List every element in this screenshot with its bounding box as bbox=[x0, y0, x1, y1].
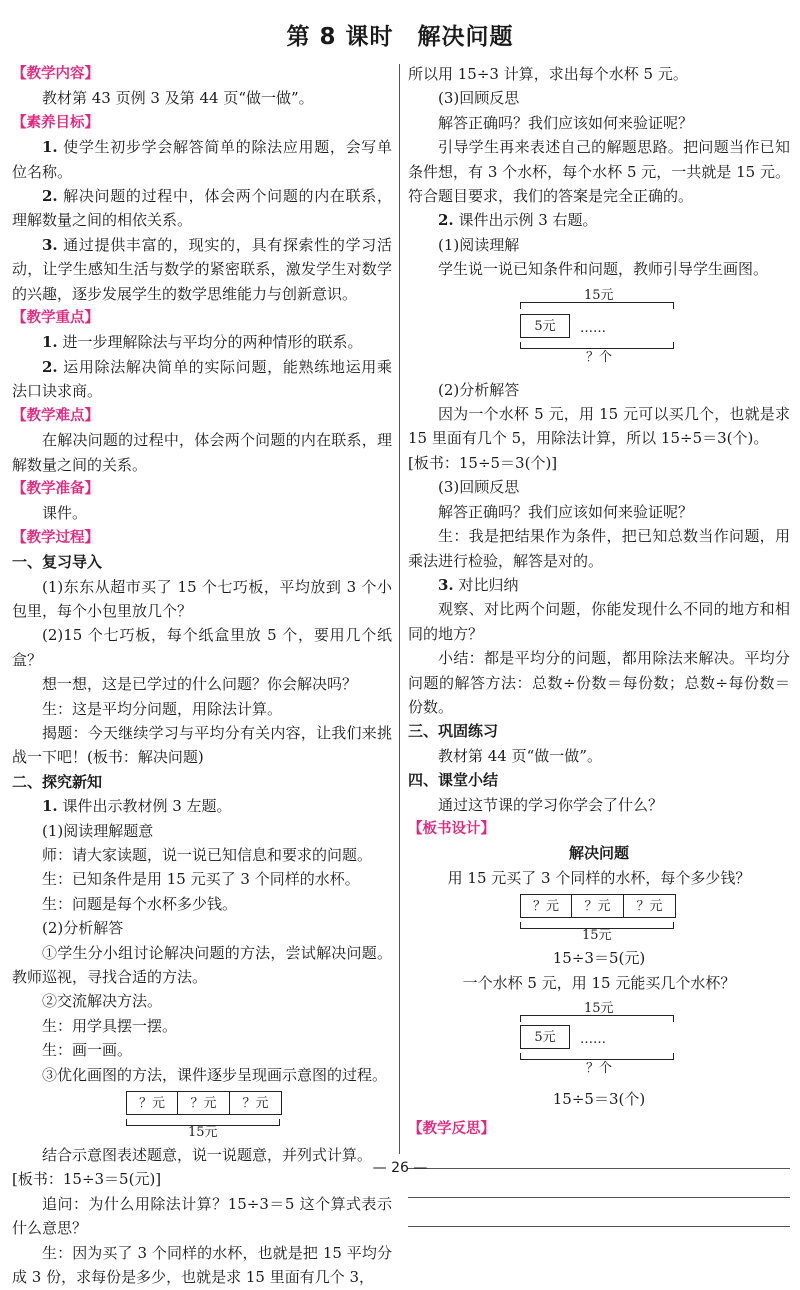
board-question-2-answer: ？个 bbox=[586, 1061, 613, 1076]
cont-3: 解答正确吗？我们应该如何来验证呢？ bbox=[438, 113, 694, 132]
cont-14 bbox=[408, 573, 790, 597]
tag-teaching-content: 【教学内容】 bbox=[12, 66, 99, 82]
diagram-right-dots: …… bbox=[580, 320, 606, 336]
cont-14-text: 对比归纳 bbox=[453, 575, 519, 594]
diagram-right-brace-top bbox=[520, 302, 674, 309]
page-number: — 26 — bbox=[372, 1160, 428, 1176]
explore-3: 师：请大家读题，说一说已知信息和要求的问题。 bbox=[42, 846, 373, 864]
explore-2: (1)阅读理解题意 bbox=[42, 821, 154, 840]
cont-9: 因为一个水杯 5 元，用 15 元可以买几个，也就是求 15 里面有几个 5，用除法计算，所以 15÷5＝3(个)。 bbox=[408, 405, 790, 448]
goal-1-text: 使学生初步学会解答简单的除法应用题，会写单位名称。 bbox=[12, 138, 392, 181]
diagram-right-question: ？个 bbox=[586, 349, 613, 365]
board-cell: ？元 bbox=[572, 894, 624, 918]
review-5: 揭题：今天继续学习与平均分有关内容，让我们来挑战一下吧！(板书：解决问题) bbox=[12, 723, 392, 767]
goal-1-num: 1. bbox=[42, 138, 58, 157]
teaching-content: 教材第 43 页例 3 及第 44 页“做一做”。 bbox=[42, 89, 314, 108]
board-diagram-1 bbox=[408, 892, 790, 944]
explore-8: ②交流解决方法。 bbox=[42, 992, 163, 1011]
diagram-cell: ？元 bbox=[126, 1091, 178, 1115]
cont-16: 小结：都是平均分的问题，都用除法来解决。平均分问题的解答方法：总数÷份数＝每份数；总数÷每份数＝份数。 bbox=[408, 649, 790, 716]
cont-18: 通过这节课的学习你学会了什么？ bbox=[438, 795, 664, 814]
diagram-right bbox=[408, 284, 790, 376]
cont-17: 教材第 44 页“做一做”。 bbox=[438, 746, 602, 765]
tag-difficulty: 【教学难点】 bbox=[12, 407, 99, 424]
cont-13: 生：我是把结果作为条件，把已知总数当作问题，用乘法进行检验，解答是对的。 bbox=[408, 527, 790, 570]
cont-6: (1)阅读理解 bbox=[438, 235, 520, 254]
section-explore: 二、探究新知 bbox=[12, 772, 103, 791]
board-cell-2: 5元 bbox=[520, 1025, 570, 1049]
diagram-right-boxes bbox=[520, 314, 570, 338]
cont-12: 解答正确吗？我们应该如何来验证呢？ bbox=[438, 502, 694, 521]
explore-10: 生：画一画。 bbox=[42, 1041, 133, 1060]
review-3: 想一想，这是已学过的什么问题？你会解决吗？ bbox=[42, 675, 358, 694]
tag-literacy-goals: 【素养目标】 bbox=[12, 114, 99, 131]
column-divider bbox=[399, 64, 400, 1154]
goal-3-num: 3. bbox=[42, 235, 58, 254]
board-diagram-1-boxes bbox=[520, 894, 676, 918]
review-2: (2)15 个七巧板，每个纸盒里放 5 个，要用几个纸盒？ bbox=[12, 626, 392, 669]
tag-board-design: 【板书设计】 bbox=[408, 820, 495, 837]
board-note-2: [板书：15÷5＝3(个)] bbox=[408, 453, 558, 472]
board-question-2: 一个水杯 5 元，用 15 元能买几个水杯？ bbox=[462, 973, 736, 992]
cont-4: 引导学生再来表述自己的解题思路。把问题当作已知条件想，有 3 个水杯，每个水杯 5 元，一共就是 15 元。符合题目要求，我们的答案是完全正确的。 bbox=[408, 138, 790, 206]
writing-line bbox=[408, 1226, 790, 1227]
goal-2-text: 解决问题的过程中，体会两个问题的内在联系，理解数量之间的相依关系。 bbox=[12, 187, 392, 230]
cont-5-text: 课件出示例 3 右题。 bbox=[453, 211, 598, 230]
cont-7: 学生说一说已知条件和问题，教师引导学生画图。 bbox=[438, 260, 769, 279]
goal-3 bbox=[12, 233, 392, 306]
cont-14-num: 3. bbox=[438, 575, 454, 594]
explore-7: ①学生分小组讨论解决问题的方法，尝试解决问题。教师巡视，寻找合适的方法。 bbox=[12, 943, 392, 987]
key-2-text: 运用除法解决简单的实际问题，能熟练地运用乘法口诀求商。 bbox=[12, 357, 392, 401]
diagram-right-total: 15元 bbox=[584, 287, 614, 303]
diagram-left-boxes bbox=[126, 1091, 282, 1115]
explore-11: ③优化画图的方法，课件逐步呈现画示意图的过程。 bbox=[42, 1065, 388, 1084]
diagram-cell: ？元 bbox=[230, 1091, 282, 1115]
board-question-1: 用 15 元买了 3 个同样的水杯，每个多少钱？ bbox=[447, 868, 751, 887]
review-1: (1)东东从超市买了 15 个七巧板，平均放到 3 个小包里，每个小包里放几个？ bbox=[12, 577, 392, 620]
cont-11: (3)回顾反思 bbox=[438, 478, 520, 497]
tag-process: 【教学过程】 bbox=[12, 529, 99, 546]
diagram-right-cell: 5元 bbox=[520, 314, 570, 338]
left-column bbox=[12, 62, 392, 1290]
key-1-text: 进一步理解除法与平均分的两种情形的联系。 bbox=[57, 333, 363, 352]
preparation: 课件。 bbox=[42, 504, 88, 523]
section-summary: 四、课堂小结 bbox=[408, 771, 499, 790]
explore-14: 追问：为什么用除法计算？15÷3＝5 这个算式表示什么意思？ bbox=[12, 1194, 392, 1238]
goal-1 bbox=[12, 135, 392, 184]
cont-15: 观察、对比两个问题，你能发现什么不同的地方和相同的地方？ bbox=[408, 600, 790, 643]
cont-5 bbox=[408, 208, 790, 232]
explore-6: (2)分析解答 bbox=[42, 919, 124, 938]
key-2-num: 2. bbox=[42, 357, 58, 376]
cont-5-num: 2. bbox=[438, 211, 454, 230]
page-title: 第 8 课时 解决问题 bbox=[286, 24, 514, 50]
key-point-2 bbox=[12, 355, 392, 404]
explore-4: 生：已知条件是用 15 元买了 3 个同样的水杯。 bbox=[42, 870, 360, 889]
board-diagram-2 bbox=[408, 997, 790, 1085]
explore-5: 生：问题是每个水杯多少钱。 bbox=[42, 894, 238, 913]
cont-8: (2)分析解答 bbox=[438, 380, 520, 399]
board-brace-2-top bbox=[520, 1015, 674, 1022]
diagram-cell: ？元 bbox=[178, 1091, 230, 1115]
board-title: 解决问题 bbox=[568, 844, 629, 863]
explore-15: 生：因为买了 3 个同样的水杯，也就是把 15 平均分成 3 份，求每份是多少，也就是求 15 里面有几个 3， bbox=[12, 1243, 392, 1287]
goal-2-num: 2. bbox=[42, 187, 58, 206]
explore-9: 生：用学具摆一摆。 bbox=[42, 1016, 178, 1035]
tag-reflection: 【教学反思】 bbox=[408, 1121, 495, 1138]
explore-1 bbox=[12, 794, 392, 818]
board-note-1: [板书：15÷3＝5(元)] bbox=[12, 1170, 162, 1189]
board-equation-1: 15÷3＝5(元) bbox=[552, 949, 646, 968]
goal-3-text: 通过提供丰富的，现实的，具有探索性的学习活动，让学生感知生活与数学的紧密联系，激发学生对数学的兴趣，逐步发展学生的数学思维能力与创新意识。 bbox=[12, 235, 392, 303]
board-equation-2: 15÷5＝3(个) bbox=[552, 1090, 646, 1108]
review-4: 生：这是平均分问题，用除法计算。 bbox=[42, 699, 283, 718]
board-cell: ？元 bbox=[520, 894, 572, 918]
goal-2 bbox=[12, 184, 392, 233]
explore-12: 结合示意图表述题意，说一说题意，并列式计算。 bbox=[42, 1146, 373, 1165]
board-total-1: 15元 bbox=[582, 928, 612, 944]
section-practice: 三、巩固练习 bbox=[408, 722, 499, 741]
explore-1-num: 1. bbox=[42, 797, 58, 816]
right-column bbox=[408, 62, 790, 1227]
reflect-spacer bbox=[408, 1198, 790, 1226]
board-cell: ？元 bbox=[624, 894, 676, 918]
cont-1: 所以用 15÷3 计算，求出每个水杯 5 元。 bbox=[408, 65, 688, 83]
explore-1-text: 课件出示教材例 3 左题。 bbox=[57, 797, 232, 816]
tag-preparation: 【教学准备】 bbox=[12, 480, 99, 497]
cont-2: (3)回顾反思 bbox=[438, 89, 520, 108]
key-point-1 bbox=[12, 330, 392, 354]
diagram-total: 15元 bbox=[188, 1125, 218, 1141]
board-total-2: 15元 bbox=[584, 1001, 614, 1016]
board-diagram-2-boxes bbox=[520, 1025, 570, 1049]
section-review: 一、复习导入 bbox=[12, 553, 103, 572]
difficulty: 在解决问题的过程中，体会两个问题的内在联系，理解数量之间的关系。 bbox=[12, 431, 392, 474]
key-1-num: 1. bbox=[42, 333, 58, 352]
board-dots-2: …… bbox=[580, 1032, 606, 1047]
tag-key-points: 【教学重点】 bbox=[12, 310, 99, 327]
diagram-left bbox=[12, 1089, 392, 1141]
